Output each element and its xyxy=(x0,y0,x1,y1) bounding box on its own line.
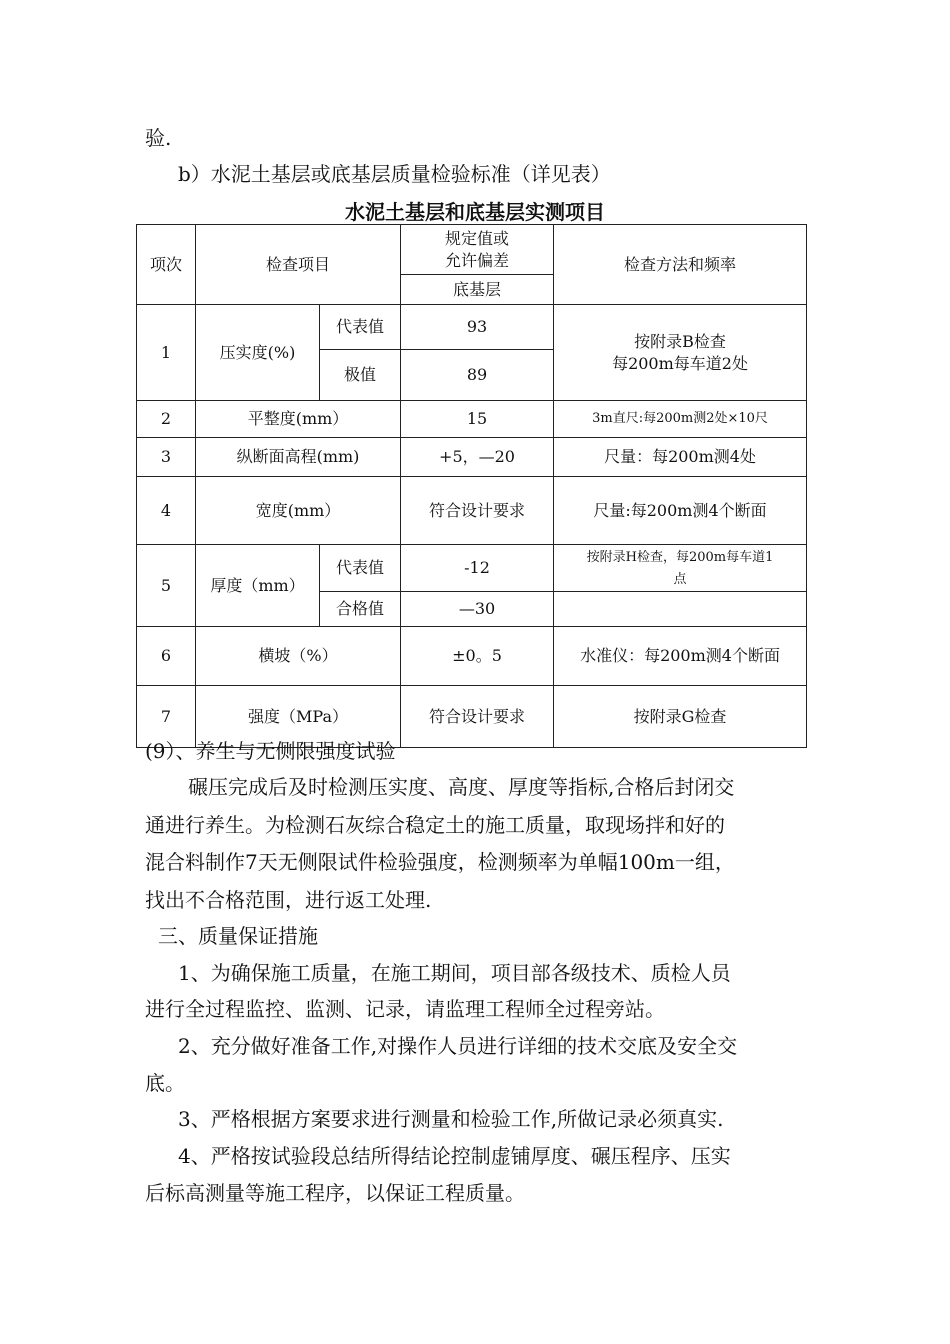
header-no: 项次 xyxy=(137,225,196,305)
row1-method-line2: 每200m每车道2处 xyxy=(612,353,748,373)
intro-line-2: b）水泥土基层或底基层质量检验标准（详见表） xyxy=(178,162,611,186)
paragraph-line: 2、充分做好准备工作,对操作人员进行详细的技术交底及安全交 xyxy=(178,1034,738,1058)
table-row xyxy=(137,545,807,592)
row5-sub2: 合格值 xyxy=(320,592,401,627)
table-row xyxy=(137,438,807,477)
row5-method-line1: 按附录H检查，每200m每车道1 xyxy=(586,550,774,565)
row7-method: 按附录G检查 xyxy=(554,686,807,748)
row5-method-empty xyxy=(554,592,807,627)
row6-item: 横坡（%） xyxy=(196,627,401,686)
table-row xyxy=(137,305,807,350)
row3-method: 尺量：每200m测4处 xyxy=(554,438,807,477)
paragraph-line: 3、严格根据方案要求进行测量和检验工作,所做记录必须真实. xyxy=(178,1107,724,1131)
row2-method: 3m直尺:每200m测2处×10尺 xyxy=(554,401,807,438)
table-row xyxy=(137,627,807,686)
row2-value: 15 xyxy=(401,401,554,438)
row7-no: 7 xyxy=(137,686,196,748)
row5-sub1: 代表值 xyxy=(320,545,401,592)
paragraph-line: 底。 xyxy=(145,1071,185,1095)
row3-value: +5，—20 xyxy=(401,438,554,477)
paragraph-line: 找出不合格范围，进行返工处理. xyxy=(145,888,432,912)
table-title: 水泥土基层和底基层实测项目 xyxy=(345,200,605,224)
header-spec xyxy=(401,225,554,275)
row5-val2: —30 xyxy=(401,592,554,627)
row1-val1: 93 xyxy=(401,305,554,350)
row6-value: ±0。5 xyxy=(401,627,554,686)
header-item: 检查项目 xyxy=(196,225,401,305)
row1-item: 压实度(%) xyxy=(196,305,320,401)
header-spec-sub: 底基层 xyxy=(401,275,554,305)
row1-sub2: 极值 xyxy=(320,350,401,401)
section-heading-curing: (9）、养生与无侧限强度试验 xyxy=(145,739,396,763)
row1-method xyxy=(554,305,807,401)
row4-item: 宽度(mm） xyxy=(196,477,401,545)
row4-method: 尺量:每200m测4个断面 xyxy=(554,477,807,545)
paragraph-line: 后标高测量等施工程序，以保证工程质量。 xyxy=(145,1181,525,1205)
intro-line-1: 验. xyxy=(145,126,172,150)
row7-value: 符合设计要求 xyxy=(401,686,554,748)
row2-item: 平整度(mm） xyxy=(196,401,401,438)
paragraph-line: 1、为确保施工质量，在施工期间，项目部各级技术、质检人员 xyxy=(178,961,731,985)
spec-table xyxy=(136,224,807,748)
row4-no: 4 xyxy=(137,477,196,545)
paragraph-line: 4、严格按试验段总结所得结论控制虚铺厚度、碾压程序、压实 xyxy=(178,1144,731,1168)
row2-no: 2 xyxy=(137,401,196,438)
row5-no: 5 xyxy=(137,545,196,627)
header-spec-line1: 规定值或 xyxy=(445,228,510,248)
section-heading-quality: 三、质量保证措施 xyxy=(158,924,318,948)
row1-method-line1: 按附录B检查 xyxy=(634,331,726,351)
row5-val1: -12 xyxy=(401,545,554,592)
row1-sub1: 代表值 xyxy=(320,305,401,350)
paragraph-line: 通进行养生。为检测石灰综合稳定土的施工质量，取现场拌和好的 xyxy=(145,813,725,837)
table-row xyxy=(137,401,807,438)
header-method: 检查方法和频率 xyxy=(554,225,807,305)
paragraph-line: 混合料制作7天无侧限试件检验强度，检测频率为单幅100m一组， xyxy=(145,850,735,874)
row6-method: 水准仪：每200m测4个断面 xyxy=(554,627,807,686)
row6-no: 6 xyxy=(137,627,196,686)
header-spec-line2: 允许偏差 xyxy=(445,250,510,270)
row3-item: 纵断面高程(mm) xyxy=(196,438,401,477)
row5-method-line2: 点 xyxy=(673,572,687,587)
row5-method xyxy=(554,545,807,592)
row5-item: 厚度（mm） xyxy=(196,545,320,627)
row4-value: 符合设计要求 xyxy=(401,477,554,545)
paragraph-line: 进行全过程监控、监测、记录，请监理工程师全过程旁站。 xyxy=(145,997,665,1021)
row1-val2: 89 xyxy=(401,350,554,401)
row1-no: 1 xyxy=(137,305,196,401)
paragraph-line: 碾压完成后及时检测压实度、高度、厚度等指标,合格后封闭交 xyxy=(188,775,735,799)
row3-no: 3 xyxy=(137,438,196,477)
table-row xyxy=(137,477,807,545)
row7-item: 强度（MPa） xyxy=(196,686,401,748)
